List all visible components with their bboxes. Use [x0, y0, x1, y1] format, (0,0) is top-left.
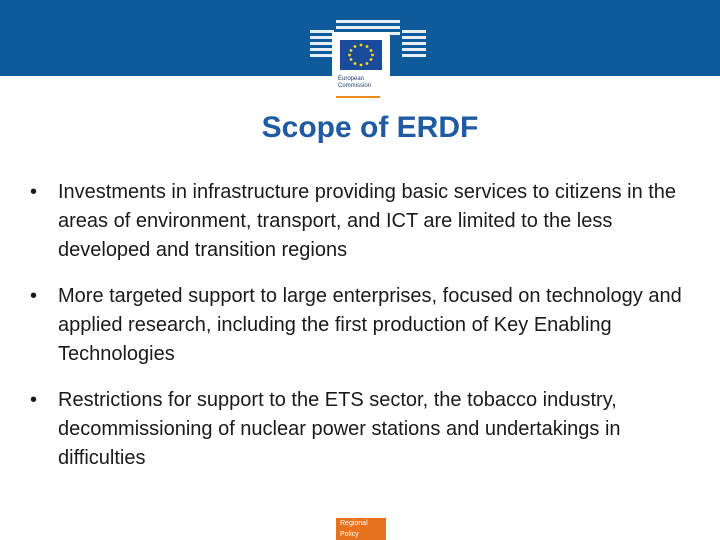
bullet-text: More targeted support to large enterprises, focused on technology and applied research, including the first production of Key Enabling Technologies	[58, 285, 682, 365]
bullet-dot-icon: •	[30, 181, 38, 203]
logo-text	[338, 76, 398, 90]
slide-title: Scope of ERDF	[261, 111, 479, 144]
bullet-dot-icon: •	[30, 285, 38, 307]
badge-line-regional: Regional	[340, 520, 368, 527]
logo-underline	[336, 96, 380, 98]
bullet-text: Investments in infrastructure providing basic services to citizens in the areas of environment, transport, and ICT are limited to the less developed and transition regions	[58, 181, 677, 261]
bullet-list	[28, 178, 688, 490]
bullet-dot-icon: •	[30, 389, 38, 411]
bullet-item	[28, 178, 688, 265]
bullet-text: Restrictions for support to the ETS sector, the tobacco industry, decommissioning of nuclear power stations and undertakings in difficulties	[58, 389, 621, 469]
logo-line-european: European	[338, 76, 365, 82]
bullet-item	[28, 386, 688, 473]
bullet-item	[28, 282, 688, 369]
logo-line-commission: Commission	[338, 83, 372, 89]
regional-policy-badge	[336, 518, 386, 540]
badge-line-policy: Policy	[340, 531, 359, 538]
